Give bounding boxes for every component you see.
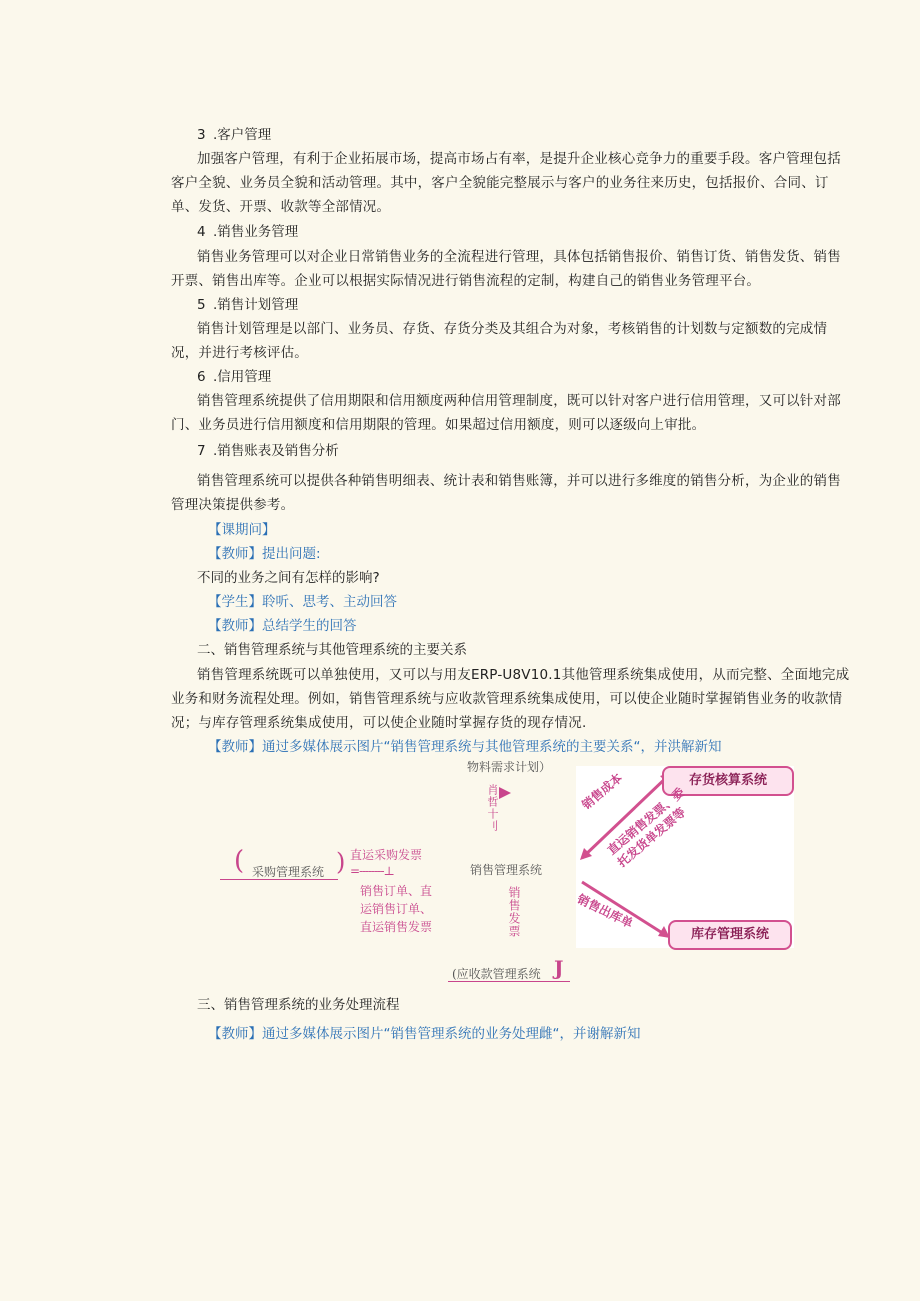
order-line: 销售订单、直: [360, 884, 433, 898]
relationship-picture: [576, 766, 794, 948]
order-line: 运销售订单、: [360, 902, 433, 916]
section-heading: 7 .销售账表及销售分析: [197, 443, 339, 459]
section-paragraph: 销售管理系统可以提供各种销售明细表、统计表和销售账簿，并可以进行多维度的销售分析，为企业的销售管理决策提供参考。: [171, 473, 841, 513]
section-heading: 3 .客户管理: [197, 127, 272, 143]
inventory-accounting-box: 存货核算系统: [662, 766, 794, 796]
section-paragraph: 销售管理系统既可以单独使用，又可以与用友ERP-U8V10.1其他管理系统集成使用，从而完整、全面地完成业务和财务流程处理。例如，销售管理系统与应收款管理系统集成使用，可以使企业随时掌握销售业务的收款情况；与库存管理系统集成使用，可以使企业随时掌握存货的现存情况.: [171, 667, 850, 731]
section-title: 二、销售管理系统与其他管理系统的主要关系: [197, 642, 467, 658]
teacher-summary: 【教师】总结学生的回答: [208, 618, 357, 634]
bracket-right: ): [336, 848, 346, 876]
bracket-left: (: [234, 846, 245, 876]
class-question-label: 【课期问】: [208, 522, 276, 538]
section-paragraph: 加强客户管理，有利于企业拓展市场，提高市场占有率，是提升企业核心竞争力的重要手段。客户管理包括客户全貌、业务员全貌和活动管理。其中，客户全貌能完整展示与客户的业务往来历史，包括报价、合同、订单、发货、开票、收款等全部情况。: [171, 151, 841, 215]
teacher-question: 【教师】提出问题:: [208, 546, 321, 562]
sales-invoice-vertical-label: 销售发票: [507, 886, 521, 938]
purchase-system-label: 采购管理系统: [252, 865, 325, 879]
section-paragraph: 销售管理系统提供了信用期限和信用额度两种信用管理制度，既可以针对客户进行信用管理，又可以针对部门、业务员进行信用额度和信用期限的管理。如果超过信用额度，则可以逐级向上审批。: [171, 393, 841, 433]
teacher-note: 【教师】通过多媒体展示图片“销售管理系统与其他管理系统的主要关系“，并洪解新知: [208, 739, 722, 755]
sales-order-labels: [360, 882, 432, 936]
mrp-label: 物料需求计划）: [467, 760, 552, 774]
section-heading: 4 .销售业务管理: [197, 224, 299, 240]
system-relationship-diagram: [220, 758, 800, 988]
section-heading: 6 .信用管理: [197, 369, 272, 385]
sales-cost-label: 销售成本: [579, 770, 626, 813]
teacher-note: 【教师】通过多媒体展示图片“销售管理系统的业务处理雌“，并谢解新知: [208, 1026, 641, 1042]
sales-system-label: 销售管理系统: [470, 863, 543, 877]
order-line: 直运销售发票: [360, 920, 433, 934]
direct-invoice-label: 直运销售发票、委托发货单发票等: [604, 785, 689, 870]
sales-plan-vertical-label: 肖哲十刂: [486, 784, 499, 832]
outbound-label: 销售出库单: [574, 891, 636, 931]
receivable-bracket-mark: J: [554, 956, 564, 980]
section-paragraph: 销售计划管理是以部门、业务员、存货、存货分类及其组合为对象，考核销售的计划数与定额数的完成情况，并进行考核评估。: [171, 321, 828, 361]
dashed-connector: =--------⊥: [350, 864, 394, 878]
inventory-management-box: 库存管理系统: [668, 920, 792, 950]
section-heading: 5 .销售计划管理: [197, 297, 299, 313]
section-title: 三、销售管理系统的业务处理流程: [197, 997, 400, 1013]
arrow-right-icon: [498, 786, 512, 800]
direct-purchase-invoice-label: 直运采购发票: [350, 848, 423, 862]
purchase-underline: [220, 879, 338, 880]
student-response: 【学生】聆听、思考、主动回答: [208, 594, 397, 610]
receivable-system-label: (应收款管理系统: [452, 967, 541, 981]
receivable-underline: [448, 981, 570, 982]
question-text: 不同的业务之间有怎样的影响?: [197, 570, 380, 586]
section-paragraph: 销售业务管理可以对企业日常销售业务的全流程进行管理，具体包括销售报价、销售订货、销售发货、销售开票、销售出库等。企业可以根据实际情况进行销售流程的定制，构建自己的销售业务管理平台。: [171, 249, 841, 289]
